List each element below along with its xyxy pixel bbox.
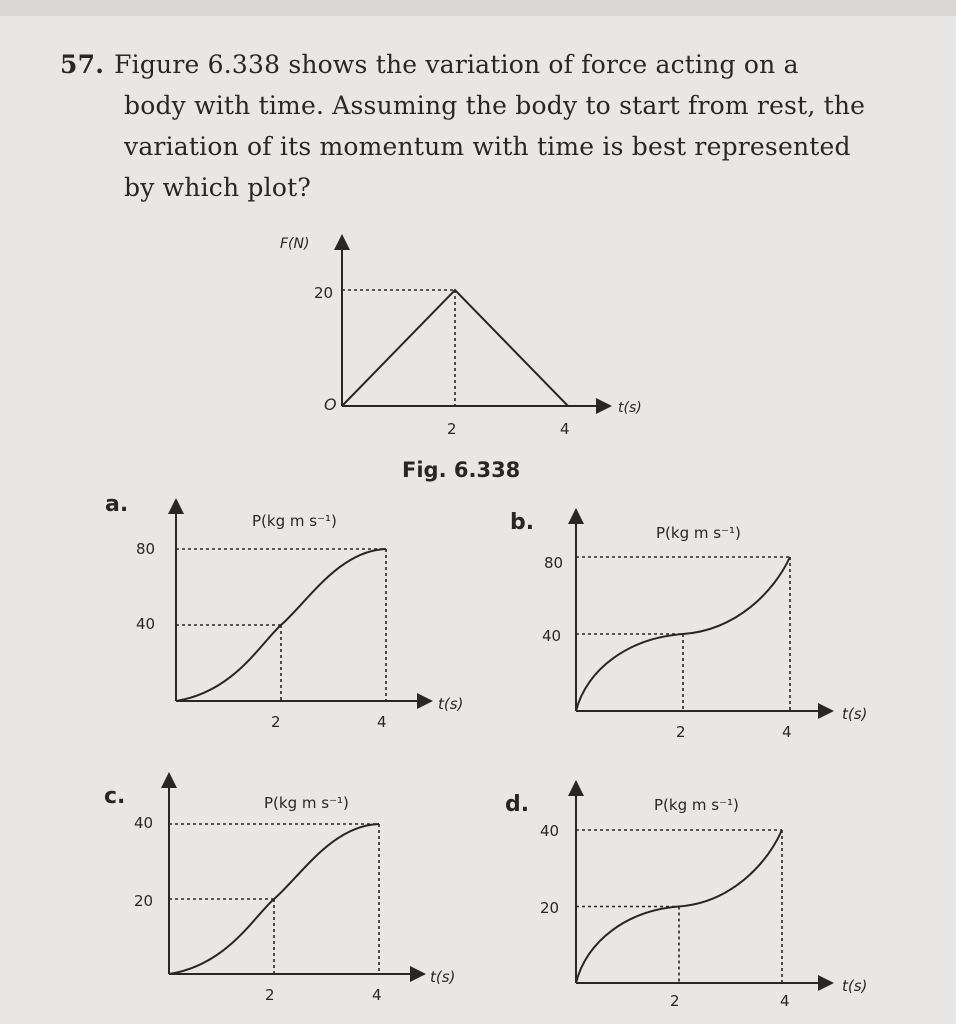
y-tick-label: 40 [136,615,156,633]
y-tick-label: 40 [542,627,562,645]
option-d-chart[interactable] [530,778,900,1018]
x-axis-label: t(s) [842,977,868,995]
page-edge [0,0,956,16]
option-c-label[interactable]: c. [104,784,126,809]
question-number: 57. [60,50,105,79]
option-b-label[interactable]: b. [510,510,535,535]
question-line: variation of its momentum with time is best represented [124,132,851,161]
question-line: body with time. Assuming the body to start from rest, the [124,91,866,120]
y-axis-label: P(kg m s⁻¹) [264,794,349,812]
x-axis-label: t(s) [430,968,456,986]
y-tick-label: 80 [136,540,156,558]
origin-label: O [324,395,337,414]
question-line: 57. Figure 6.338 shows the variation of force acting on a [60,50,799,79]
y-tick-label: 20 [314,284,334,302]
y-tick-label: 20 [540,899,560,917]
option-a-label[interactable]: a. [105,492,129,517]
x-axis-label: t(s) [438,695,464,713]
y-tick-label: 40 [540,822,560,840]
y-tick-label: 80 [544,554,564,572]
x-tick-label: 2 [447,420,457,438]
x-axis-label: t(s) [618,400,642,416]
option-c-chart[interactable] [124,770,474,1010]
question-line: by which plot? [124,173,311,202]
y-axis-label: F(N) [280,236,310,252]
y-axis-label: P(kg m s⁻¹) [654,796,739,814]
x-tick-label: 4 [560,420,570,438]
x-tick-label: 2 [265,986,275,1004]
x-tick-label: 2 [271,713,281,731]
x-axis-label: t(s) [842,705,868,723]
option-d-label[interactable]: d. [505,792,530,817]
y-tick-label: 20 [134,892,154,910]
option-a-chart[interactable] [126,496,476,736]
option-b-chart[interactable] [530,506,900,746]
figure-caption: Fig. 6.338 [402,458,521,482]
y-axis-label: P(kg m s⁻¹) [656,524,741,542]
x-tick-label: 2 [676,723,686,741]
question-block [60,44,900,208]
x-tick-label: 4 [782,723,792,741]
x-tick-label: 2 [670,992,680,1010]
y-axis-label: P(kg m s⁻¹) [252,512,337,530]
x-tick-label: 4 [372,986,382,1004]
force-time-figure [280,228,660,448]
x-tick-label: 4 [377,713,387,731]
y-tick-label: 40 [134,814,154,832]
x-tick-label: 4 [780,992,790,1010]
